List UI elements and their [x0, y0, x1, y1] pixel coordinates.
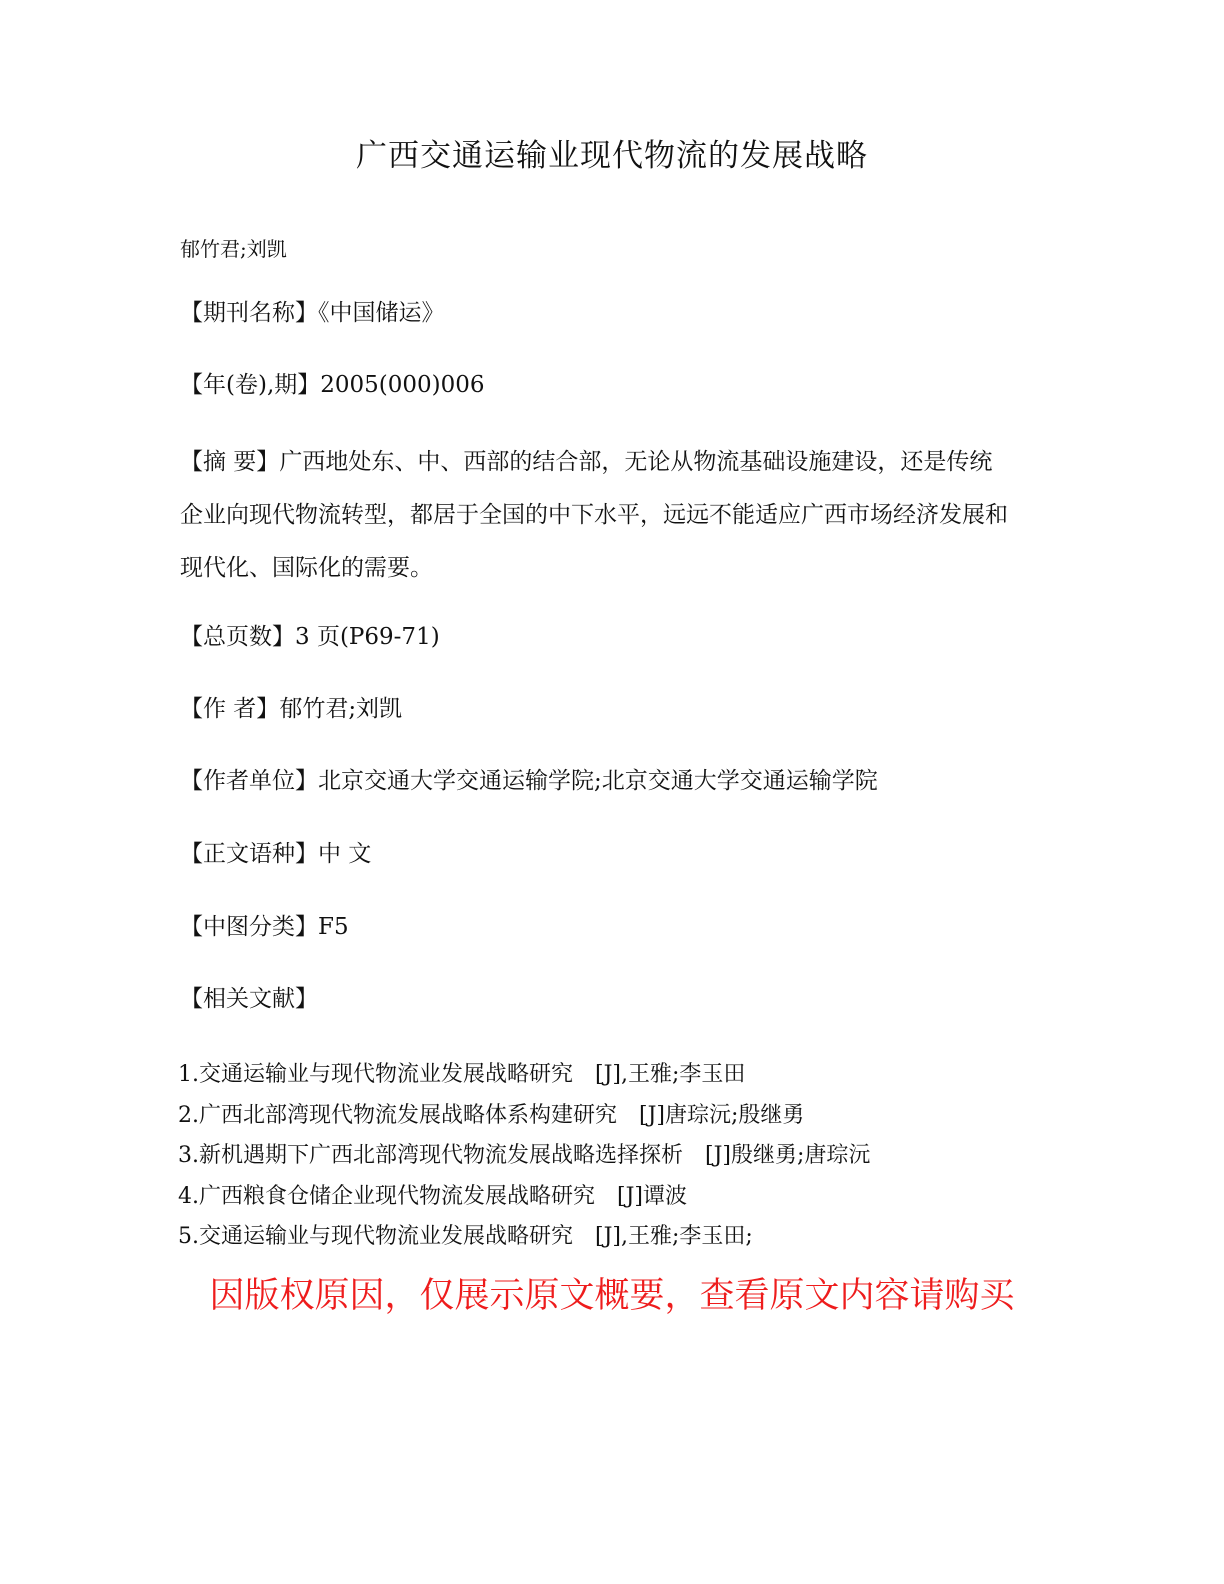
field-pages-label: 【总页数】: [180, 624, 295, 650]
reference-meta: [J],王雅;李玉田: [595, 1062, 746, 1087]
field-affiliation-value: 北京交通大学交通运输学院;北京交通大学交通运输学院: [318, 768, 878, 794]
reference-title: 广西粮食仓储企业现代物流发展战略研究: [199, 1183, 596, 1209]
reference-meta: [J]殷继勇;唐琮沅: [705, 1143, 871, 1168]
field-issue-label: 【年(卷),期】: [180, 372, 321, 398]
reference-title: 交通运输业与现代物流业发展战略研究: [199, 1062, 574, 1087]
reference-meta: [J],王雅;李玉田;: [595, 1224, 753, 1249]
copyright-notice: 因版权原因，仅展示原文概要，查看原文内容请购买: [209, 1276, 1015, 1316]
reference-title: 广西北部湾现代物流发展战略体系构建研究: [199, 1102, 618, 1128]
field-related-heading: [180, 982, 318, 1016]
field-abstract-label: 【摘 要】: [180, 449, 280, 475]
reference-list: [178, 1055, 870, 1258]
reference-meta: [J]唐琮沅;殷继勇: [639, 1102, 805, 1128]
reference-item-1[interactable]: [178, 1055, 870, 1096]
abstract-text-3: 现代化、国际化的需要。: [180, 555, 433, 581]
field-classification-label: 【中图分类】: [180, 914, 318, 940]
byline-authors: 郁竹君;刘凯: [180, 237, 287, 261]
reference-title: 交通运输业与现代物流业发展战略研究: [199, 1224, 574, 1249]
reference-number: 1.: [178, 1062, 199, 1087]
abstract-text-2: 企业向现代物流转型，都居于全国的中下水平，远远不能适应广西市场经济发展和: [180, 502, 1008, 528]
field-pages-value: 3 页(P69-71): [295, 624, 440, 650]
document-title: 广西交通运输业现代物流的发展战略: [356, 138, 868, 174]
field-author: [180, 692, 402, 726]
reference-item-3[interactable]: [178, 1136, 870, 1177]
reference-number: 3.: [178, 1143, 199, 1168]
field-abstract: [180, 436, 1050, 595]
field-affiliation-label: 【作者单位】: [180, 768, 318, 794]
reference-number: 2.: [178, 1102, 199, 1128]
abstract-text-1: 广西地处东、中、西部的结合部，无论从物流基础设施建设，还是传统: [279, 449, 993, 475]
field-classification-value: F5: [318, 914, 349, 940]
field-language: [180, 837, 371, 871]
field-pages: [180, 620, 440, 654]
field-journal: [180, 296, 445, 330]
field-affiliation: [180, 764, 878, 798]
reference-item-5[interactable]: [178, 1217, 870, 1258]
field-author-value: 郁竹君;刘凯: [279, 696, 403, 722]
field-issue-value: 2005(000)006: [320, 372, 485, 398]
reference-item-4[interactable]: [178, 1177, 870, 1218]
field-journal-label: 【期刊名称】: [180, 300, 318, 326]
field-related-label: 【相关文献】: [180, 986, 318, 1012]
field-issue: [180, 368, 485, 402]
reference-item-2[interactable]: [178, 1096, 870, 1137]
field-language-value: 中 文: [318, 841, 372, 867]
reference-meta: [J]谭波: [617, 1183, 688, 1209]
field-journal-value: 《中国储运》: [318, 300, 445, 326]
reference-title: 新机遇期下广西北部湾现代物流发展战略选择探析: [199, 1143, 684, 1168]
field-classification: [180, 910, 349, 944]
field-language-label: 【正文语种】: [180, 841, 318, 867]
reference-number: 4.: [178, 1183, 199, 1209]
reference-number: 5.: [178, 1224, 199, 1249]
field-author-label: 【作 者】: [180, 696, 280, 722]
abstract-line-1: [180, 436, 1050, 489]
